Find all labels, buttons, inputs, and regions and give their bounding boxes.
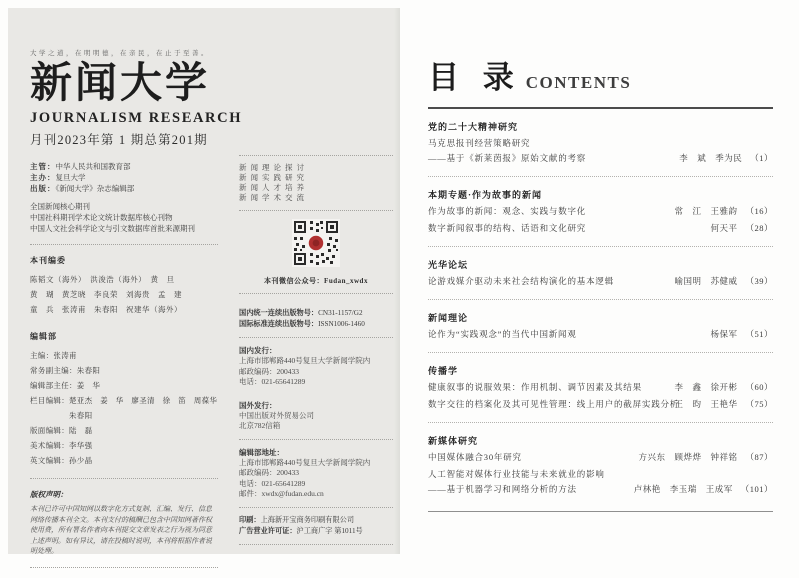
toc-entry <box>428 327 773 342</box>
issn-value: ISSN1006-1460 <box>318 320 365 328</box>
toc-entry-meta <box>638 450 773 465</box>
toc-sections <box>428 120 773 497</box>
toc-entry-authors: 方兴东 顾烨烨 钟祥铭 <box>638 452 738 462</box>
editorial-board-rows <box>30 272 218 317</box>
toc-entry-title-line: 健康叙事的说服效果：作用机制、调节因素及其结果 <box>428 382 642 392</box>
journal-column-item: 新闻人才培养 <box>239 183 308 192</box>
editorial-address <box>239 447 393 500</box>
toc-entry-page: （60） <box>745 382 773 392</box>
masthead-column <box>30 48 243 578</box>
publisher-row <box>30 183 218 194</box>
toc-title-en: CONTENTS <box>525 73 632 92</box>
editorial-dept-heading: 编辑部 <box>30 332 57 341</box>
cover-slogan: 大学之道，在明明德，在亲民，在止于至善。 <box>30 50 210 57</box>
toc-entry-authors: 常 江 王雅韵 <box>674 206 738 216</box>
domestic-lines <box>239 356 393 388</box>
honors-block <box>30 201 218 234</box>
toc-section-heading: 光华论坛 <box>428 260 469 270</box>
foreign-distribution <box>239 400 393 432</box>
editorial-dept-row: 版面编辑：陆 磊 <box>30 426 93 435</box>
editorial-dept-row: 栏目编辑：楚亚杰 姜 华 廖圣清 徐 笛 周葆华 <box>30 396 218 405</box>
toc-section-items <box>428 450 773 497</box>
toc-section-heading: 新媒体研究 <box>428 436 479 446</box>
print-value: 上海新开宝商务印刷有限公司 <box>260 515 355 524</box>
address-line: 邮件：xwdx@fudan.edu.cn <box>239 489 324 498</box>
toc-entry <box>428 274 773 289</box>
publisher-value: 复旦大学 <box>55 173 86 182</box>
toc-entry-authors: 李 鑫 徐开彬 <box>674 382 738 392</box>
toc-entry-title-line: 数字新闻叙事的结构、话语和文化研究 <box>428 223 587 233</box>
toc-entry-meta <box>674 380 773 395</box>
toc-section <box>428 434 773 497</box>
wechat-qr-icon <box>292 219 340 267</box>
editorial-address-heading: 编辑部地址： <box>239 447 284 457</box>
toc-section <box>428 258 773 300</box>
toc-dotted-divider <box>428 246 773 247</box>
copyright-body: 本刊已许可中国知网以数字化方式复制、汇编、发行、信息网络传播本刊全文。本刊支付的稿酬已包含中国知网著作权使用费，所有署名作者向本刊提交文章发表之行为视为同意上述声明。如有异议，请在投稿时说明，本刊将根据作者说明处理。 <box>30 505 212 555</box>
toc-entry-meta <box>710 327 773 342</box>
publisher-row <box>30 172 218 183</box>
journal-column-item: 新闻理论探讨 <box>239 163 308 172</box>
issn-row <box>239 319 393 330</box>
foreign-heading: 国外发行： <box>239 400 277 410</box>
toc-section <box>428 120 773 177</box>
issn-label: 国内统一连续出版物号： <box>239 309 319 317</box>
editorial-board-row: 童 兵 张涛甫 朱春阳 祝建华（海外） <box>30 305 182 314</box>
toc-section-heading: 本期专题·作为故事的新闻 <box>428 190 543 200</box>
publisher-value: 《新闻大学》杂志编辑部 <box>55 184 135 193</box>
toc-section-items <box>428 136 773 166</box>
domestic-heading: 国内发行： <box>239 346 277 355</box>
toc-entry-title-line: 中国媒体融合30年研究 <box>428 452 522 462</box>
dotted-divider <box>239 210 393 211</box>
editorial-dept-row: 美术编辑：李华强 <box>30 441 93 450</box>
toc-entry <box>428 221 773 236</box>
print-label: 广告营业许可证： <box>239 526 297 535</box>
toc-section-items <box>428 204 773 236</box>
toc-entry-page: （51） <box>745 329 773 339</box>
dotted-divider <box>30 244 218 245</box>
publisher-value: 中华人民共和国教育部 <box>55 162 131 171</box>
issn-value: CN31-1157/G2 <box>318 309 363 317</box>
toc-entry-title-line: 人工智能对媒体行业技能与未来就业的影响 <box>428 469 605 479</box>
journal-title-en: JOURNALISM RESEARCH <box>30 110 243 126</box>
toc-section <box>428 364 773 423</box>
editorial-dept-row: 英文编辑：孙少晶 <box>30 456 93 465</box>
toc-entry-page: （101） <box>740 484 773 494</box>
toc-entry-authors: 杨保军 <box>710 329 738 339</box>
address-line: 电话：021-65641289 <box>239 478 306 488</box>
publisher-label: 主管： <box>30 162 56 171</box>
publisher-block <box>30 161 218 194</box>
toc-title-cn: 目 录 <box>428 60 522 95</box>
honor-row: 中国人文社会科学论文与引文数据库首批来源期刊 <box>30 224 195 233</box>
cover-page <box>8 8 400 554</box>
wechat-qr-block <box>239 219 393 286</box>
toc-entry-title-line: 论游戏媒介驱动未来社会结构演化的基本逻辑 <box>428 276 615 286</box>
toc-header <box>428 52 773 97</box>
editorial-dept-row: 常务副主编：朱春阳 <box>30 366 101 375</box>
dotted-divider <box>239 544 393 545</box>
toc-entry-page: （75） <box>745 399 773 409</box>
toc-page <box>400 8 791 554</box>
toc-entry <box>428 136 773 166</box>
toc-section-items <box>428 327 773 342</box>
domestic-distribution <box>239 345 393 388</box>
toc-dotted-divider <box>428 299 773 300</box>
editorial-board-row: 黄 瑚 黄芝晓 李良荣 刘海贵 孟 建 <box>30 290 182 299</box>
print-value: 沪工商广字 第1011号 <box>296 526 363 535</box>
issn-block <box>239 308 393 330</box>
toc-entry-title-line: 马克思报刊经营策略研究 <box>428 138 531 148</box>
print-label: 印刷： <box>239 515 261 524</box>
issue-line: 月刊2023年第 1 期总第201期 <box>30 133 208 147</box>
print-block <box>239 515 393 537</box>
toc-entry-page: （87） <box>745 452 773 462</box>
editorial-dept-row: 朱春阳 <box>30 411 93 420</box>
toc-entry-authors: 何天平 <box>710 223 738 233</box>
toc-header-rule <box>428 107 773 109</box>
journal-column-item: 新闻实践研究 <box>239 173 308 182</box>
toc-entry-title-line: 数字交往的档案化及其可见性管理：线上用户的截屏实践分析 <box>428 399 680 409</box>
journal-columns-list <box>239 163 393 203</box>
address-line: 邮政编码：200433 <box>239 468 299 477</box>
toc-entry-authors: 卢林艳 李玉瑞 王成军 <box>633 484 733 494</box>
dotted-divider <box>30 478 218 479</box>
toc-entry-title-line: 论作为“实践观念”的当代中国新闻观 <box>428 329 577 339</box>
editorial-address-lines <box>239 458 393 500</box>
publisher-row <box>30 161 218 172</box>
info-column <box>239 148 393 578</box>
toc-entry-title-line: ——基于《新莱茵报》原始文献的考察 <box>428 153 587 163</box>
toc-entry-title-line: ——基于机器学习和网络分析的方法 <box>428 484 577 494</box>
address-line: 邮政编码：200433 <box>239 366 299 376</box>
dotted-divider <box>239 293 393 294</box>
toc-entry-meta <box>710 221 773 236</box>
honor-row: 全国新闻核心期刊 <box>30 202 90 211</box>
dotted-divider <box>239 337 393 338</box>
toc-entry <box>428 380 773 395</box>
print-row <box>239 515 393 526</box>
toc-entry-title-line: 作为故事的新闻：观念、实践与数字化 <box>428 206 587 216</box>
toc-section <box>428 311 773 353</box>
dotted-divider <box>239 507 393 508</box>
toc-section-heading: 传播学 <box>428 366 459 376</box>
toc-entry-authors: 喻国明 苏健威 <box>674 276 738 286</box>
toc-entry-meta <box>674 274 773 289</box>
issn-row <box>239 308 393 319</box>
toc-section-heading: 党的二十大精神研究 <box>428 122 519 132</box>
toc-dotted-divider <box>428 352 773 353</box>
toc-entry-page: （16） <box>745 206 773 216</box>
dotted-divider <box>239 155 393 156</box>
dotted-divider <box>239 439 393 440</box>
address-line: 中国出版对外贸易公司 <box>239 410 314 420</box>
address-line: 上海市邯郸路440号复旦大学新闻学院内 <box>239 457 371 467</box>
toc-entry-authors: 王 昀 王艳华 <box>674 399 738 409</box>
toc-dotted-divider <box>428 176 773 177</box>
issn-label: 国际标准连续出版物号： <box>239 320 319 328</box>
print-row <box>239 526 393 537</box>
toc-dotted-divider <box>428 422 773 423</box>
editorial-board-row: 陈韬文（海外） 洪浚浩（海外） 黄 旦 <box>30 275 175 284</box>
copyright-heading: 版权声明： <box>30 490 68 499</box>
address-line: 上海市邯郸路440号复旦大学新闻学院内 <box>239 356 371 365</box>
toc-entry-meta <box>679 151 773 166</box>
address-line: 电话：021-65641289 <box>239 377 306 386</box>
toc-section-items <box>428 380 773 412</box>
editorial-dept-row: 主编：张涛甫 <box>30 351 77 360</box>
toc-entry-meta <box>674 397 773 412</box>
toc-entry <box>428 450 773 465</box>
toc-entry-page: （28） <box>745 223 773 233</box>
publisher-label: 主办： <box>30 173 56 182</box>
editorial-dept <box>30 331 218 468</box>
toc-section-items <box>428 274 773 289</box>
editorial-board-heading: 本刊编委 <box>30 256 66 265</box>
honor-row: 中国社科期刊学术论文统计数据库核心刊物 <box>30 213 173 222</box>
foreign-lines <box>239 411 393 432</box>
wechat-caption: 本刊微信公众号：Fudan_xwdx <box>264 277 368 285</box>
toc-section <box>428 188 773 247</box>
editorial-board <box>30 255 218 317</box>
dotted-divider <box>30 567 218 568</box>
journal-title: 新闻大学 <box>30 61 211 107</box>
toc-entry-meta <box>634 482 773 497</box>
address-line: 北京782信箱 <box>239 421 281 430</box>
editorial-dept-rows <box>30 348 218 468</box>
journal-column-item: 新闻学术交流 <box>239 193 308 202</box>
toc-entry-meta <box>674 204 773 219</box>
toc-entry-page: （39） <box>745 276 773 286</box>
toc-entry <box>428 204 773 219</box>
publisher-label: 出版： <box>30 184 56 193</box>
toc-entry <box>428 397 773 412</box>
editorial-dept-row: 编辑部主任：姜 华 <box>30 381 101 390</box>
toc-end-rule <box>428 511 773 512</box>
toc-section-heading: 新闻理论 <box>428 313 469 323</box>
copyright-notice <box>30 489 218 557</box>
toc-entry-page: （1） <box>750 153 773 163</box>
toc-entry <box>428 467 773 497</box>
toc-entry-authors: 李 斌 季为民 <box>679 153 743 163</box>
